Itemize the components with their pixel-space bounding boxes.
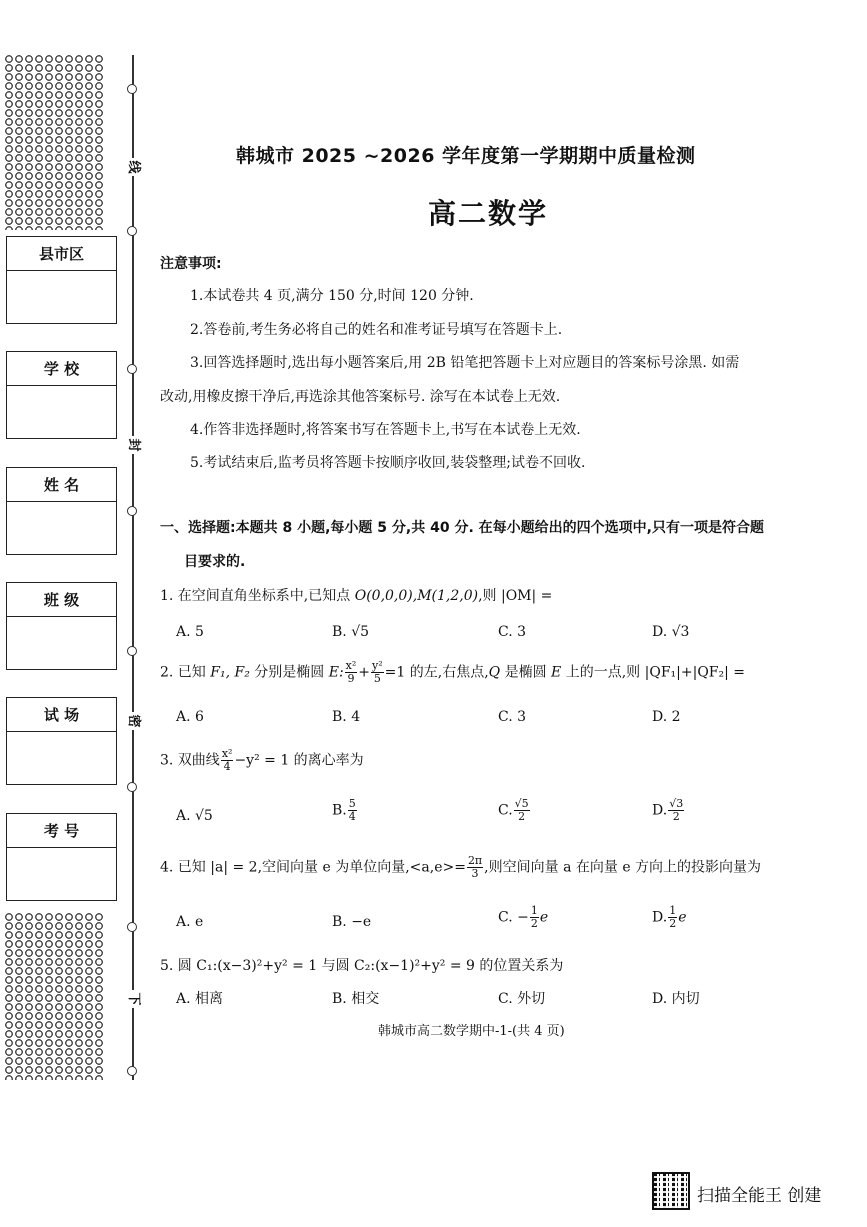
- subject-title: 高二数学: [428, 197, 549, 230]
- q5-option-c[interactable]: C. 外切: [498, 991, 546, 1007]
- question-2: 2. 已知 F₁, F₂ 分别是椭圆 E: $\frac{\text{x²}}{9}$ + $\frac{\text{y²}}{5}$ =1 的左,右焦点,Q 是椭圆 E 上的一点,则 |QF₁|+|QF₂| =: [160, 659, 746, 685]
- binding-char-xia: 下: [124, 990, 142, 1008]
- binding-hole-icon: [127, 646, 137, 656]
- notice-item: 5.考试结束后,监考员将答题卡按顺序收回,装袋整理;试卷不回收.: [190, 455, 586, 471]
- binding-hole-icon: [127, 84, 137, 94]
- decorative-circle-pattern-top: [4, 54, 104, 230]
- q1-option-d[interactable]: D. √3: [652, 624, 690, 640]
- fraction: $\frac{5}{4}$: [348, 797, 356, 823]
- binding-hole-icon: [127, 922, 137, 932]
- binding-char-xian: 线: [124, 158, 142, 176]
- fraction: $\frac{\text{x²}}{9}$: [345, 659, 357, 685]
- info-box-label: 姓 名: [7, 468, 116, 502]
- info-box-label: 试 场: [7, 698, 116, 732]
- q2-option-d[interactable]: D. 2: [652, 709, 681, 725]
- q3-option-a[interactable]: A. √5: [176, 808, 213, 824]
- q2-option-b[interactable]: B. 4: [332, 709, 361, 725]
- notice-item: 改动,用橡皮擦干净后,再选涂其他答案标号. 涂写在本试卷上无效.: [160, 389, 561, 405]
- binding-hole-icon: [127, 782, 137, 792]
- fraction: $\frac{√5}{2}$: [514, 797, 529, 823]
- info-box-field[interactable]: [7, 502, 116, 552]
- exam-title: 韩城市 2025 ~2026 学年度第一学期期中质量检测: [236, 145, 696, 167]
- question-4: 4. 已知 |a| = 2,空间向量 e 为单位向量,<a,e>= $\frac{2\pi}{3}$ ,则空间向量 a 在向量 e 方向上的投影向量为: [160, 854, 762, 880]
- info-box-label: 班 级: [7, 583, 116, 617]
- info-box-exam-room[interactable]: [6, 697, 117, 785]
- info-box-label: 学 校: [7, 352, 116, 386]
- section-heading: 一、选择题:本题共 8 小题,每小题 5 分,共 40 分. 在每小题给出的四个选项中,只有一项是符合题: [160, 520, 764, 536]
- question-1: 1. 在空间直角坐标系中,已知点 O(0,0,0),M(1,2,0),则 |OM| =: [160, 588, 553, 604]
- info-box-field[interactable]: [7, 848, 116, 898]
- info-box-field[interactable]: [7, 386, 116, 436]
- binding-hole-icon: [127, 226, 137, 236]
- q2-option-c[interactable]: C. 3: [498, 709, 527, 725]
- q5-option-a[interactable]: A. 相离: [176, 991, 224, 1007]
- qr-code-icon: [652, 1172, 690, 1210]
- q3-option-c[interactable]: C. $\frac{√5}{2}$: [498, 797, 529, 823]
- info-box-field[interactable]: [7, 732, 116, 782]
- scanner-watermark: 扫描全能王 创建: [697, 1186, 822, 1206]
- q2-option-a[interactable]: A. 6: [176, 709, 204, 725]
- notice-item: 1.本试卷共 4 页,满分 150 分,时间 120 分钟.: [190, 288, 474, 304]
- q3-option-b[interactable]: B. $\frac{5}{4}$: [332, 797, 356, 823]
- binding-char-mi: 密: [124, 712, 142, 730]
- notice-item: 4.作答非选择题时,将答案书写在答题卡上,书写在本试卷上无效.: [190, 422, 581, 438]
- q4-option-a[interactable]: A. e: [176, 914, 204, 930]
- info-box-exam-number[interactable]: [6, 813, 117, 901]
- q3-option-d[interactable]: D. $\frac{√3}{2}$: [652, 797, 684, 823]
- q4-option-c[interactable]: C. − $\frac{1}{2}$ e: [498, 904, 549, 930]
- notice-item: 3.回答选择题时,选出每小题答案后,用 2B 铅笔把答题卡上对应题目的答案标号涂黑. 如需: [190, 355, 740, 371]
- fraction: $\frac{\text{y²}}{5}$: [372, 659, 383, 685]
- info-box-name[interactable]: [6, 467, 117, 555]
- q1-option-b[interactable]: B. √5: [332, 624, 370, 640]
- binding-char-feng: 封: [124, 436, 142, 454]
- info-box-label: 县市区: [7, 237, 116, 271]
- binding-hole-icon: [127, 364, 137, 374]
- notice-item: 2.答卷前,考生务必将自己的姓名和准考证号填写在答题卡上.: [190, 322, 563, 338]
- q5-option-d[interactable]: D. 内切: [652, 991, 700, 1007]
- fraction: $\frac{\text{x²}}{4}$: [221, 747, 233, 773]
- info-box-county[interactable]: [6, 236, 117, 324]
- question-3: 3. 双曲线 $\frac{\text{x²}}{4}$ −y² = 1 的离心率为: [160, 747, 364, 773]
- fraction: $\frac{1}{2}$: [530, 904, 538, 930]
- page-footer: 韩城市高二数学期中-1-(共 4 页): [378, 1024, 565, 1039]
- fraction: $\frac{1}{2}$: [669, 904, 677, 930]
- info-box-class[interactable]: [6, 582, 117, 670]
- binding-hole-icon: [127, 1066, 137, 1076]
- info-box-school[interactable]: [6, 351, 117, 439]
- fraction: $\frac{√3}{2}$: [669, 797, 684, 823]
- fraction: $\frac{2\pi}{3}$: [467, 854, 483, 880]
- q5-option-b[interactable]: B. 相交: [332, 991, 380, 1007]
- info-box-field[interactable]: [7, 617, 116, 667]
- q4-option-b[interactable]: B. −e: [332, 914, 372, 930]
- q1-option-c[interactable]: C. 3: [498, 624, 527, 640]
- question-5: 5. 圆 C₁:(x−3)²+y² = 1 与圆 C₂:(x−1)²+y² = 9 的位置关系为: [160, 958, 564, 974]
- q1-option-a[interactable]: A. 5: [176, 624, 204, 640]
- notice-heading: 注意事项:: [160, 256, 222, 272]
- info-box-label: 考 号: [7, 814, 116, 848]
- decorative-circle-pattern-bottom: [4, 912, 104, 1080]
- section-heading-cont: 目要求的.: [184, 554, 246, 570]
- info-box-field[interactable]: [7, 271, 116, 321]
- q4-option-d[interactable]: D. $\frac{1}{2}$ e: [652, 904, 687, 930]
- binding-hole-icon: [127, 506, 137, 516]
